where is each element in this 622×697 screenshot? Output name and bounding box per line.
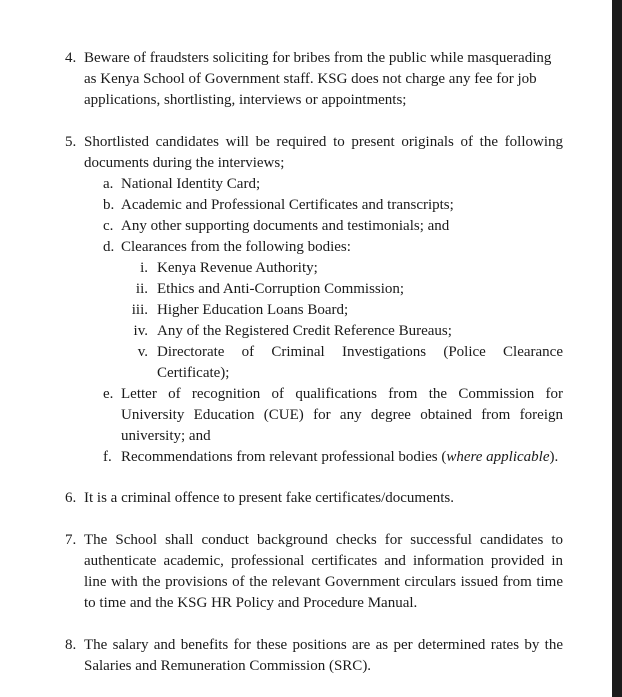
sub-item-text: Any other supporting documents and testimonials; and [121, 218, 450, 234]
clearance-label: iii. [131, 302, 148, 318]
item-text [84, 132, 563, 174]
item-number: 6. [65, 490, 77, 506]
sub-item-text [121, 447, 581, 468]
clearance-label: iv. [133, 323, 148, 339]
sub-item-label: d. [103, 239, 115, 255]
sub-item-text: Clearances from the following bodies: [121, 239, 351, 255]
viewer-edge-bar [612, 0, 622, 697]
sub-item-label: c. [103, 218, 114, 234]
clearance-text: Any of the Registered Credit Reference Bureaus; [157, 323, 452, 339]
sub-item-label: b. [103, 197, 115, 213]
item-number: 7. [65, 532, 77, 548]
clearance-label: ii. [135, 281, 148, 297]
sub-item-text: Letter of recognition of qualifications from the Commission for University Education (CUE) for any degree obtained from foreign university; and [121, 386, 563, 444]
item-text: It is a criminal offence to present fake certificates/documents. [84, 490, 454, 506]
sub-item-text-part: Recommendations from relevant professional bodies ( [121, 449, 447, 465]
clearance-label: i. [140, 260, 148, 276]
clearance-label: v. [137, 344, 148, 360]
sub-item-text: National Identity Card; [121, 176, 261, 192]
item-text: Beware of fraudsters soliciting for bribes from the public while masquerading as Kenya School of Government staff. KSG does not charge any fee for job applications, shortlisting, interviews or appointments; [84, 50, 552, 108]
sub-item-label: a. [103, 176, 114, 192]
clearance-text: Kenya Revenue Authority; [157, 260, 318, 276]
italic-note: where applicable [446, 449, 550, 465]
item-text: The salary and benefits for these positions are as per determined rates by the Salaries and Remuneration Commission (SRC). [84, 637, 563, 674]
clearance-text: Directorate of Criminal Investigations (Police Clearance Certificate); [157, 344, 563, 381]
clearance-text: Higher Education Loans Board; [157, 302, 349, 318]
item-text-line: documents during the interviews; [84, 155, 285, 171]
sub-item-text: Academic and Professional Certificates and transcripts; [121, 197, 454, 213]
sub-item-text-part: ). [549, 449, 559, 465]
item-number: 4. [65, 50, 77, 66]
sub-item-label: e. [103, 386, 114, 402]
sub-item-label: f. [103, 449, 112, 465]
item-text-line: Shortlisted candidates will be required to present originals of the following [84, 134, 563, 150]
item-number: 8. [65, 637, 77, 653]
item-number: 5. [65, 134, 77, 150]
clearance-text: Ethics and Anti-Corruption Commission; [157, 281, 405, 297]
item-text: The School shall conduct background checks for successful candidates to authenticate academic, professional certificates and information provided in line with the provisions of the relevant Government circulars issued from time to time and the KSG HR Policy and Procedure Manual. [84, 532, 563, 611]
